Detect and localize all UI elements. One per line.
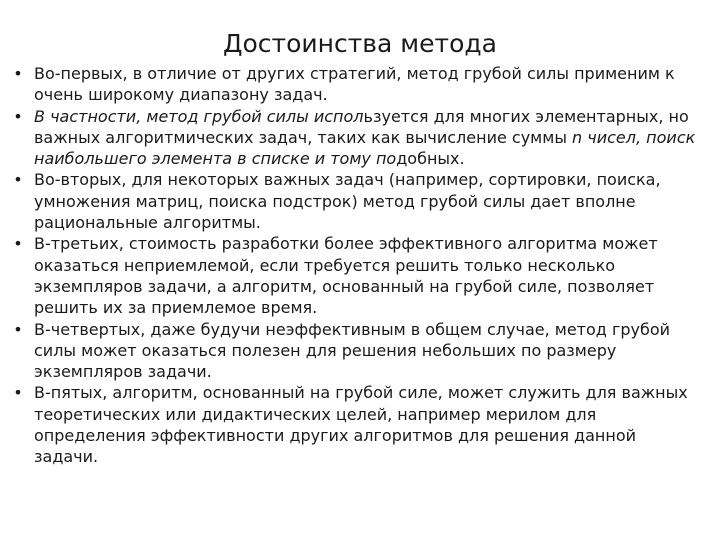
bullet-text-segment: В-третьих, стоимость разработки более эффективного алгоритма может оказаться неприемлемой, если требуется решить только несколько экземпляров задачи, а алгоритм, основанный на грубой силе, позволяет решить их за приемлемое время. (34, 234, 658, 318)
bullet-dot-icon: • (13, 106, 23, 126)
bullet-text-segment: Во-первых, в отличие от других стратегий, метод грубой силы применим к очень широкому диапазону задач. (34, 64, 675, 105)
bullet-dot-icon: • (13, 64, 23, 83)
bullet-text-segment: n чисел, поиск наибольшего элемента в списке и тому по (34, 127, 696, 169)
bullet-text-segment: Во-вторых, для некоторых важных задач (например, сортировки, поиска, умножения матриц, поиска подстрок) метод грубой силы дает вполне рациональные алгоритмы. (34, 170, 661, 233)
bullet-item (12, 319, 702, 383)
bullet-item (12, 233, 702, 318)
bullet-text-segment: В частности, метод грубой силы испол (34, 106, 364, 126)
bullet-list (12, 63, 702, 468)
bullet-text-segment: В-четвертых, даже будучи неэффективным в общем случае, метод грубой силы может оказаться полезен для решения небольших по размеру экземпляров задачи. (34, 319, 671, 382)
bullet-item (12, 106, 702, 170)
bullet-item (12, 382, 702, 467)
bullet-item (12, 169, 702, 233)
bullet-text-segment: добных. (396, 149, 465, 169)
bullet-dot-icon: • (13, 319, 23, 339)
bullet-dot-icon: • (13, 170, 23, 190)
bullet-dot-icon: • (13, 234, 23, 254)
bullet-text-segment: В-пятых, алгоритм, основанный на грубой силе, может служить для важных теоретических или дидактических целей, например мерилом для определения эффективности других алгоритмов для решения данной задачи. (34, 383, 688, 467)
slide-title: Достоинства метода (222, 29, 498, 58)
bullet-item (12, 63, 702, 106)
bullet-text-segment: ьзуется для многих элементарных, но важных алгоритмических задач, таких как вычисление суммы (34, 106, 689, 147)
bullet-dot-icon: • (13, 383, 23, 403)
